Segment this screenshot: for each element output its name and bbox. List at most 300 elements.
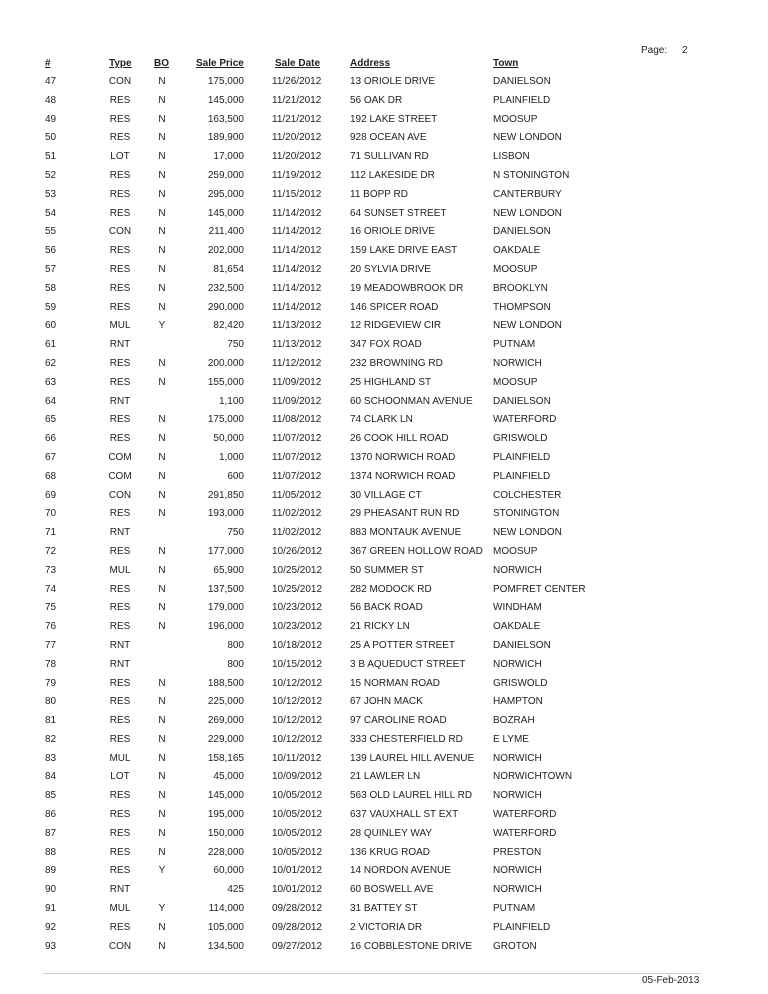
cell-town: STONINGTON [493,508,560,520]
cell-sale-date: 11/07/2012 [272,451,322,463]
cell-address: 50 SUMMER ST [350,564,424,576]
cell-bo: N [158,357,166,369]
cell-bo: N [158,771,166,783]
cell-town: NEW LONDON [493,527,562,539]
cell-num: 60 [45,320,57,332]
cell-town: MOOSUP [493,113,538,125]
cell-type: RES [109,433,131,445]
table-row [0,92,768,111]
header-town: Town [493,58,519,69]
table-row [0,148,768,167]
cell-bo: N [158,433,166,445]
cell-type: RES [109,132,131,144]
cell-num: 87 [45,827,57,839]
cell-address: 97 CAROLINE ROAD [350,715,447,727]
cell-bo: N [158,188,166,200]
cell-sale-price: 290,000 [207,301,244,313]
header-sale-date: Sale Date [275,58,321,69]
cell-num: 63 [45,376,57,388]
cell-town: GRISWOLD [493,677,548,689]
cell-town: BOZRAH [493,715,535,727]
cell-bo: N [158,621,166,633]
cell-town: NEW LONDON [493,320,562,332]
cell-bo: N [158,76,166,87]
cell-num: 66 [45,433,57,445]
cell-town: NORWICH [493,357,542,369]
cell-num: 53 [45,188,57,200]
cell-num: 54 [45,207,57,219]
cell-type: RES [109,301,131,313]
cell-sale-price: 114,000 [208,903,244,915]
cell-sale-price: 158,165 [207,752,244,764]
table-row [0,411,768,430]
cell-sale-date: 11/14/2012 [272,245,322,257]
cell-num: 72 [45,545,57,557]
cell-type: CON [108,226,132,238]
cell-address: 16 COBBLESTONE DRIVE [350,940,473,952]
cell-type: RES [109,188,131,200]
cell-sale-price: 60,000 [213,865,244,877]
cell-sale-date: 11/14/2012 [272,226,322,238]
page-number: 2 [682,45,688,56]
cell-num: 55 [45,226,57,238]
cell-sale-price: 800 [227,639,244,651]
cell-town: N STONINGTON [493,169,570,181]
cell-town: NORWICH [493,564,542,576]
cell-num: 62 [45,357,57,369]
cell-num: 85 [45,790,57,802]
cell-type: RES [109,263,131,275]
cell-address: 347 FOX ROAD [350,339,422,351]
table-row [0,656,768,675]
table-row [0,299,768,318]
cell-sale-price: 228,000 [207,846,244,858]
cell-sale-date: 09/27/2012 [272,940,323,952]
cell-address: 71 SULLIVAN RD [350,151,429,163]
cell-num: 80 [45,696,57,708]
cell-sale-date: 11/02/2012 [272,527,322,539]
cell-town: DANIELSON [493,639,551,651]
cell-sale-date: 10/12/2012 [272,696,323,708]
cell-sale-price: 145,000 [207,790,244,802]
cell-sale-price: 134,500 [207,940,244,952]
cell-type: RNT [109,527,131,539]
cell-sale-price: 750 [227,527,244,539]
cell-sale-price: 425 [227,884,244,896]
cell-address: 333 CHESTERFIELD RD [350,733,463,745]
cell-num: 92 [45,921,57,933]
cell-num: 48 [45,94,57,106]
cell-town: WATERFORD [493,827,557,839]
cell-bo: N [158,94,166,106]
cell-sale-price: 193,000 [207,508,244,520]
cell-sale-price: 291,850 [207,489,244,501]
cell-type: MUL [109,320,131,332]
cell-town: NORWICH [493,865,542,877]
cell-bo: N [158,451,166,463]
cell-address: 11 BOPP RD [350,188,408,200]
cell-town: WATERFORD [493,414,557,426]
cell-bo: N [158,602,166,614]
header-address: Address [350,58,391,69]
cell-sale-price: 137,500 [207,583,244,595]
cell-address: 60 SCHOONMAN AVENUE [350,395,473,407]
table-row [0,374,768,393]
cell-town: POMFRET CENTER [493,583,586,595]
cell-sale-price: 1,000 [218,451,244,463]
cell-bo: N [158,282,166,294]
cell-num: 49 [45,113,57,125]
cell-town: WATERFORD [493,809,557,821]
cell-bo: N [158,301,166,313]
page-label: Page: [641,45,668,56]
cell-num: 83 [45,752,57,764]
cell-type: RES [109,602,131,614]
cell-town: NORWICHTOWN [493,771,573,783]
cell-town: PUTNAM [493,339,536,351]
cell-sale-date: 11/12/2012 [272,357,322,369]
cell-town: CANTERBURY [493,188,562,200]
cell-town: OAKDALE [493,245,541,257]
table-row [0,637,768,656]
cell-bo: N [158,940,166,952]
cell-num: 73 [45,564,57,576]
cell-sale-price: 800 [227,658,244,670]
cell-sale-price: 81,654 [213,263,244,275]
cell-sale-date: 11/15/2012 [272,188,322,200]
cell-sale-date: 09/28/2012 [272,921,323,933]
cell-type: RES [109,827,131,839]
table-row [0,73,768,92]
cell-town: NEW LONDON [493,207,562,219]
cell-address: 15 NORMAN ROAD [350,677,441,689]
cell-sale-price: 269,000 [207,715,244,727]
cell-bo: N [158,696,166,708]
header-num: # [45,58,51,69]
cell-type: RNT [109,395,131,407]
table-row [0,787,768,806]
cell-type: LOT [110,771,130,783]
cell-sale-date: 10/25/2012 [272,564,323,576]
cell-num: 79 [45,677,57,689]
cell-sale-price: 600 [227,470,244,482]
table-row [0,111,768,130]
cell-bo: N [158,132,166,144]
table-row [0,712,768,731]
cell-sale-price: 105,000 [207,921,244,933]
cell-num: 57 [45,263,57,275]
cell-type: RES [109,207,131,219]
cell-sale-date: 10/05/2012 [272,846,323,858]
cell-type: RES [109,696,131,708]
cell-address: 29 PHEASANT RUN RD [350,508,460,520]
cell-town: PUTNAM [493,903,536,915]
cell-town: NORWICH [493,752,542,764]
cell-address: 883 MONTAUK AVENUE [350,527,462,539]
cell-num: 75 [45,602,57,614]
cell-town: NEW LONDON [493,132,562,144]
table-row [0,543,768,562]
table-row [0,167,768,186]
cell-type: RES [109,809,131,821]
cell-sale-price: 202,000 [207,245,244,257]
cell-type: MUL [109,564,131,576]
cell-sale-price: 179,000 [207,602,244,614]
cell-sale-price: 211,400 [208,226,244,238]
footer-date: 05-Feb-2013 [642,975,700,986]
cell-type: RES [109,583,131,595]
cell-sale-date: 11/05/2012 [272,489,322,501]
cell-address: 21 LAWLER LN [350,771,421,783]
cell-town: PLAINFIELD [493,470,551,482]
cell-sale-date: 10/23/2012 [272,602,323,614]
cell-address: 20 SYLVIA DRIVE [350,263,431,275]
cell-bo: N [158,169,166,181]
cell-bo: N [158,376,166,388]
cell-sale-date: 10/26/2012 [272,545,323,557]
cell-type: RNT [109,884,131,896]
cell-sale-date: 10/09/2012 [272,771,323,783]
table-row [0,862,768,881]
cell-sale-date: 11/21/2012 [272,113,322,125]
table-row [0,524,768,543]
cell-num: 81 [45,715,57,727]
cell-town: WINDHAM [493,602,542,614]
cell-address: 25 HIGHLAND ST [350,376,432,388]
cell-bo: N [158,752,166,764]
cell-bo: N [158,151,166,163]
cell-address: 367 GREEN HOLLOW ROAD [350,545,483,557]
cell-address: 26 COOK HILL ROAD [350,433,449,445]
table-row [0,768,768,787]
cell-sale-date: 10/12/2012 [272,733,323,745]
cell-town: NORWICH [493,884,542,896]
table-row [0,355,768,374]
cell-sale-date: 10/01/2012 [272,865,323,877]
cell-sale-price: 82,420 [213,320,244,332]
table-row [0,280,768,299]
cell-num: 76 [45,621,57,633]
cell-num: 71 [45,527,57,539]
cell-sale-price: 295,000 [207,188,244,200]
cell-bo: N [158,733,166,745]
cell-num: 61 [45,339,57,351]
cell-bo: N [158,489,166,501]
cell-type: RES [109,677,131,689]
cell-num: 82 [45,733,57,745]
cell-sale-date: 11/14/2012 [272,263,322,275]
cell-sale-date: 11/26/2012 [272,76,322,87]
cell-address: 64 SUNSET STREET [350,207,447,219]
cell-type: RES [109,94,131,106]
cell-sale-date: 11/09/2012 [272,376,322,388]
cell-address: 232 BROWNING RD [350,357,443,369]
cell-sale-date: 10/05/2012 [272,809,323,821]
cell-bo: N [158,677,166,689]
cell-type: RES [109,715,131,727]
cell-sale-date: 10/05/2012 [272,790,323,802]
cell-address: 112 LAKESIDE DR [350,169,435,181]
cell-sale-price: 145,000 [207,94,244,106]
cell-town: PLAINFIELD [493,451,551,463]
cell-sale-price: 65,900 [213,564,244,576]
table-row [0,449,768,468]
cell-town: PLAINFIELD [493,921,551,933]
cell-sale-price: 1,100 [218,395,244,407]
cell-type: RES [109,790,131,802]
table-row [0,675,768,694]
cell-type: CON [108,76,132,87]
cell-sale-date: 11/09/2012 [272,395,322,407]
table-row [0,562,768,581]
cell-sale-date: 11/13/2012 [272,320,322,332]
cell-type: RES [109,865,131,877]
cell-type: RES [109,357,131,369]
cell-address: 139 LAUREL HILL AVENUE [350,752,475,764]
cell-address: 19 MEADOWBROOK DR [350,282,464,294]
cell-num: 50 [45,132,57,144]
cell-type: RES [109,508,131,520]
cell-address: 74 CLARK LN [350,414,413,426]
cell-town: PLAINFIELD [493,94,551,106]
sales-table-body [0,73,768,956]
cell-type: RES [109,733,131,745]
cell-num: 56 [45,245,57,257]
cell-town: OAKDALE [493,621,541,633]
cell-sale-price: 229,000 [207,733,244,745]
cell-bo: N [158,207,166,219]
cell-address: 136 KRUG ROAD [350,846,431,858]
cell-num: 68 [45,470,57,482]
cell-sale-price: 225,000 [207,696,244,708]
cell-num: 88 [45,846,57,858]
cell-type: CON [108,940,132,952]
cell-type: RES [109,621,131,633]
cell-sale-date: 11/14/2012 [272,282,322,294]
cell-bo: Y [158,320,166,332]
cell-bo: N [158,508,166,520]
cell-sale-price: 195,000 [207,809,244,821]
cell-town: DANIELSON [493,226,551,238]
cell-bo: N [158,921,166,933]
table-row [0,505,768,524]
cell-town: DANIELSON [493,76,551,87]
table-row [0,261,768,280]
cell-address: 16 ORIOLE DRIVE [350,226,436,238]
table-row [0,881,768,900]
table-row [0,618,768,637]
cell-address: 21 RICKY LN [350,621,410,633]
cell-sale-date: 10/15/2012 [272,658,323,670]
cell-address: 28 QUINLEY WAY [350,827,433,839]
cell-num: 67 [45,451,57,463]
table-row [0,900,768,919]
cell-num: 77 [45,639,57,651]
cell-sale-price: 232,500 [207,282,244,294]
cell-num: 84 [45,771,57,783]
cell-num: 59 [45,301,57,313]
cell-address: 25 A POTTER STREET [350,639,456,651]
cell-num: 89 [45,865,57,877]
cell-sale-date: 11/07/2012 [272,470,322,482]
table-row [0,844,768,863]
table-row [0,938,768,957]
cell-address: 13 ORIOLE DRIVE [350,76,436,87]
cell-address: 31 BATTEY ST [350,903,418,915]
cell-sale-price: 145,000 [207,207,244,219]
cell-address: 192 LAKE STREET [350,113,438,125]
cell-sale-price: 17,000 [213,151,244,163]
cell-type: COM [108,451,132,463]
cell-bo: N [158,226,166,238]
cell-sale-date: 11/14/2012 [272,301,322,313]
header-bo: BO [154,58,169,69]
cell-sale-date: 11/07/2012 [272,433,322,445]
cell-address: 67 JOHN MACK [350,696,423,708]
cell-bo: N [158,414,166,426]
cell-bo: Y [158,865,166,877]
cell-town: PRESTON [493,846,542,858]
cell-town: LISBON [493,151,530,163]
table-row [0,223,768,242]
cell-town: MOOSUP [493,263,538,275]
table-row [0,242,768,261]
cell-type: RNT [109,658,131,670]
cell-num: 52 [45,169,57,181]
cell-sale-price: 175,000 [207,76,244,87]
cell-sale-date: 11/02/2012 [272,508,322,520]
cell-town: MOOSUP [493,545,538,557]
cell-town: NORWICH [493,658,542,670]
cell-type: RNT [109,639,131,651]
cell-sale-date: 10/25/2012 [272,583,323,595]
cell-sale-date: 10/18/2012 [272,639,323,651]
header-type: Type [109,58,132,69]
table-row [0,468,768,487]
cell-type: RES [109,376,131,388]
cell-sale-date: 10/01/2012 [272,884,323,896]
cell-address: 3 B AQUEDUCT STREET [350,658,466,670]
cell-type: RES [109,414,131,426]
cell-sale-price: 175,000 [207,414,244,426]
cell-sale-price: 45,000 [213,771,244,783]
table-row [0,205,768,224]
cell-sale-price: 155,000 [207,376,244,388]
cell-type: RES [109,169,131,181]
cell-town: MOOSUP [493,376,538,388]
cell-bo: N [158,113,166,125]
cell-sale-date: 09/28/2012 [272,903,323,915]
cell-sale-price: 150,000 [207,827,244,839]
cell-type: LOT [110,151,130,163]
table-row [0,825,768,844]
table-row [0,731,768,750]
cell-num: 74 [45,583,57,595]
cell-sale-price: 196,000 [207,621,244,633]
table-row [0,806,768,825]
cell-bo: N [158,790,166,802]
table-row [0,317,768,336]
cell-sale-price: 750 [227,339,244,351]
cell-num: 93 [45,940,57,952]
cell-address: 159 LAKE DRIVE EAST [350,245,458,257]
cell-bo: N [158,846,166,858]
cell-town: DANIELSON [493,395,551,407]
cell-type: CON [108,489,132,501]
cell-sale-date: 11/19/2012 [272,169,322,181]
cell-address: 563 OLD LAUREL HILL RD [350,790,473,802]
cell-sale-date: 11/14/2012 [272,207,322,219]
